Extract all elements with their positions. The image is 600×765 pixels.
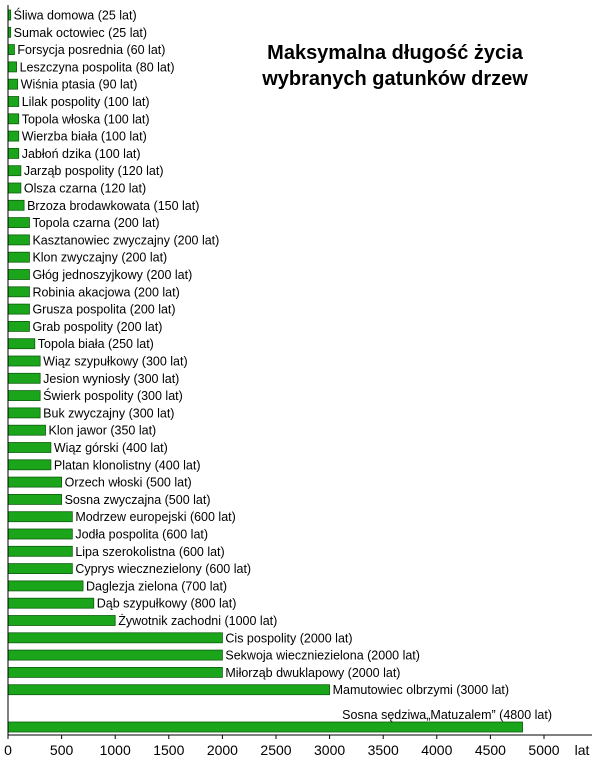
bar-21 <box>8 356 40 366</box>
bar-label-11: Olsza czarna (120 lat) <box>23 181 147 196</box>
bar-label-34: Daglezja zielona (700 lat) <box>86 579 228 594</box>
bar-label-17: Robinia akacjowa (200 lat) <box>32 285 180 300</box>
bar-36 <box>8 616 115 626</box>
bar-16 <box>8 270 29 280</box>
x-tick-label-500: 500 <box>49 742 74 758</box>
x-tick-label-3000: 3000 <box>314 742 346 758</box>
bar-11 <box>8 183 21 193</box>
bar-6 <box>8 97 19 107</box>
bar-label-41: Sosna sędziwa„Matuzalem” (4800 lat) <box>342 708 552 722</box>
bar-label-3: Forsycja posrednia (60 lat) <box>17 43 166 58</box>
x-tick-label-5000: 5000 <box>528 742 560 758</box>
bar-label-10: Jarząb pospolity (120 lat) <box>23 164 164 179</box>
bar-26 <box>8 443 51 453</box>
bar-label-37: Cis pospolity (2000 lat) <box>225 631 353 646</box>
bar-15 <box>8 252 29 262</box>
bar-37 <box>8 633 222 643</box>
x-tick-label-2500: 2500 <box>260 742 292 758</box>
bar-label-15: Klon zwyczajny (200 lat) <box>32 250 168 265</box>
x-tick-label-1500: 1500 <box>153 742 185 758</box>
bar-34 <box>8 581 83 591</box>
bar-39 <box>8 667 222 677</box>
bar-10 <box>8 166 21 176</box>
bar-14 <box>8 235 29 245</box>
x-tick-label-0: 0 <box>4 742 12 758</box>
bar-label-12: Brzoza brodawkowata (150 lat) <box>27 198 200 213</box>
bar-4 <box>8 62 17 72</box>
x-tick-label-4500: 4500 <box>474 742 506 758</box>
bar-label-5: Wiśnia ptasia (90 lat) <box>20 77 138 92</box>
bar-label-7: Topola włoska (100 lat) <box>21 112 150 127</box>
bar-label-2: Sumak octowiec (25 lat) <box>13 25 148 40</box>
bar-33 <box>8 564 72 574</box>
bar-label-25: Klon jawor (350 lat) <box>48 423 157 438</box>
bar-19 <box>8 321 29 331</box>
bar-label-27: Platan klonolistny (400 lat) <box>53 458 201 473</box>
bar-label-36: Żywotnik zachodni (1000 lat) <box>118 614 278 628</box>
bar-23 <box>8 391 40 401</box>
bar-label-40: Mamutowiec olbrzymi (3000 lat) <box>332 683 510 698</box>
bar-41 <box>8 722 523 732</box>
bar-12 <box>8 200 24 210</box>
bar-8 <box>8 131 19 141</box>
bar-17 <box>8 287 29 297</box>
bar-29 <box>8 494 62 504</box>
bar-label-35: Dąb szypułkowy (800 lat) <box>96 596 237 611</box>
bar-label-1: Śliwa domowa (25 lat) <box>13 8 137 23</box>
bar-38 <box>8 650 222 660</box>
bar-label-29: Sosna zwyczajna (500 lat) <box>64 492 211 507</box>
x-tick-label-2000: 2000 <box>206 742 238 758</box>
x-axis-label: lat <box>574 742 590 758</box>
bar-31 <box>8 529 72 539</box>
bar-label-8: Wierzba biała (100 lat) <box>21 129 147 144</box>
bar-27 <box>8 460 51 470</box>
bar-label-21: Wiąz szypułkowy (300 lat) <box>43 354 188 369</box>
bar-3 <box>8 45 14 55</box>
bar-30 <box>8 512 72 522</box>
bar-label-20: Topola biała (250 lat) <box>37 337 154 352</box>
bar-25 <box>8 425 46 435</box>
chart-title-line-1: Maksymalna długość życia <box>267 42 523 64</box>
bar-label-24: Buk zwyczajny (300 lat) <box>43 406 175 421</box>
x-tick-label-3500: 3500 <box>367 742 399 758</box>
bar-18 <box>8 304 29 314</box>
chart-title-line-2: wybranych gatunków drzew <box>262 68 528 90</box>
bar-label-32: Lipa szerokolistna (600 lat) <box>75 544 225 559</box>
bar-label-23: Świerk pospolity (300 lat) <box>43 389 183 404</box>
bar-40 <box>8 685 330 695</box>
bar-label-22: Jesion wyniosły (300 lat) <box>43 371 180 386</box>
bar-label-28: Orzech włoski (500 lat) <box>64 475 192 490</box>
bar-28 <box>8 477 62 487</box>
bar-20 <box>8 339 35 349</box>
bar-label-14: Kasztanowiec zwyczajny (200 lat) <box>32 233 220 248</box>
bar-label-19: Grab pospolity (200 lat) <box>32 319 163 334</box>
bar-22 <box>8 373 40 383</box>
bar-label-30: Modrzew europejski (600 lat) <box>75 510 236 525</box>
bar-label-18: Grusza pospolita (200 lat) <box>32 302 176 317</box>
bar-label-31: Jodła pospolita (600 lat) <box>75 527 209 542</box>
bar-label-39: Miłorząb dwuklapowy (2000 lat) <box>225 665 401 680</box>
bar-35 <box>8 598 94 608</box>
x-tick-label-4000: 4000 <box>421 742 453 758</box>
bar-label-4: Leszczyna pospolita (80 lat) <box>19 60 175 75</box>
bar-label-16: Głóg jednoszyjkowy (200 lat) <box>32 268 193 282</box>
bar-label-33: Cyprys wiecznezielony (600 lat) <box>75 562 252 577</box>
bar-label-13: Topola czarna (200 lat) <box>32 216 160 231</box>
bar-9 <box>8 148 19 158</box>
chart-title <box>235 40 555 92</box>
bar-label-38: Sekwoja wieczniezielona (2000 lat) <box>225 648 420 663</box>
bar-13 <box>8 218 29 228</box>
bar-7 <box>8 114 19 124</box>
bar-32 <box>8 546 72 556</box>
x-tick-label-1000: 1000 <box>99 742 131 758</box>
bar-24 <box>8 408 40 418</box>
bar-5 <box>8 79 18 89</box>
bar-label-26: Wiąz górski (400 lat) <box>53 441 168 455</box>
bar-label-9: Jabłoń dzika (100 lat) <box>21 146 141 161</box>
bar-label-6: Lilak pospolity (100 lat) <box>21 95 150 109</box>
